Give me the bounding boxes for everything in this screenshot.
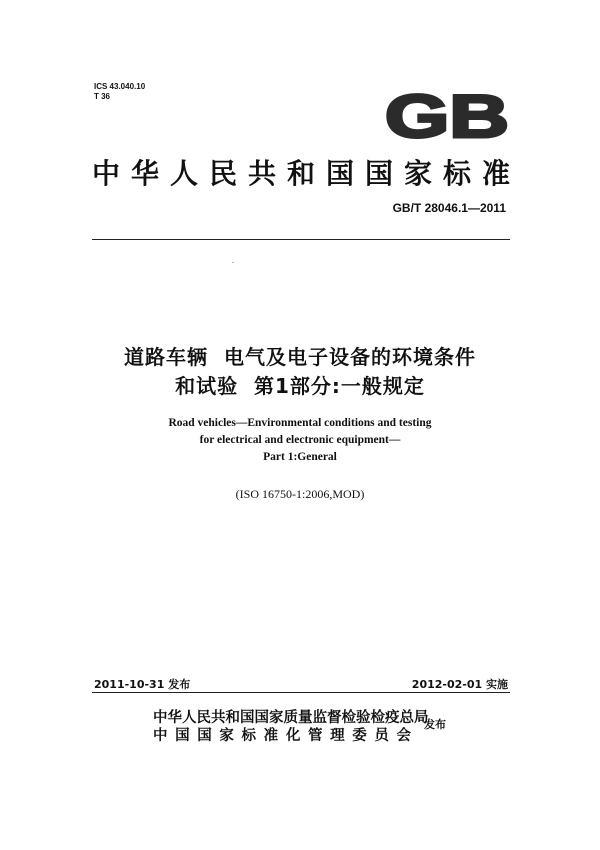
chinese-title-line-1: 道路车辆 电气及电子设备的环境条件 [124, 345, 476, 369]
iso-adoption-note: (ISO 16750-1:2006,MOD) [235, 487, 365, 501]
issuer-aqsiq: 中华人民共和国国家质量监督检验检疫总局 [153, 710, 429, 726]
footer-divider [92, 692, 510, 693]
ics-classification [94, 82, 145, 102]
speck [232, 262, 234, 263]
national-standard-heading: 中华人民共和国国家标准 [92, 157, 512, 190]
chinese-title-line-2: 和试验 第1部分:一般规定 [175, 374, 425, 398]
gb-logo [382, 90, 512, 142]
english-title-line-1: Road vehicles—Environmental conditions and testing [168, 417, 432, 429]
standard-number: GB/T 28046.1—2011 [392, 201, 506, 215]
implementation-date: 2012-02-01 实施 [411, 678, 508, 691]
ics-code: ICS 43.040.10 [94, 82, 146, 91]
publish-label: 发布 [424, 718, 446, 731]
english-title-line-2: for electrical and electronic equipment— [199, 434, 401, 446]
ccs-code: T 36 [94, 92, 111, 101]
english-title-line-3: Part 1:General [263, 451, 337, 463]
issuer-sac: 中国国家标准化管理委员会 [153, 728, 411, 744]
gb-logo-text: GB [385, 90, 509, 142]
header-divider [92, 239, 510, 240]
issue-date: 2011-10-31 发布 [94, 678, 191, 691]
